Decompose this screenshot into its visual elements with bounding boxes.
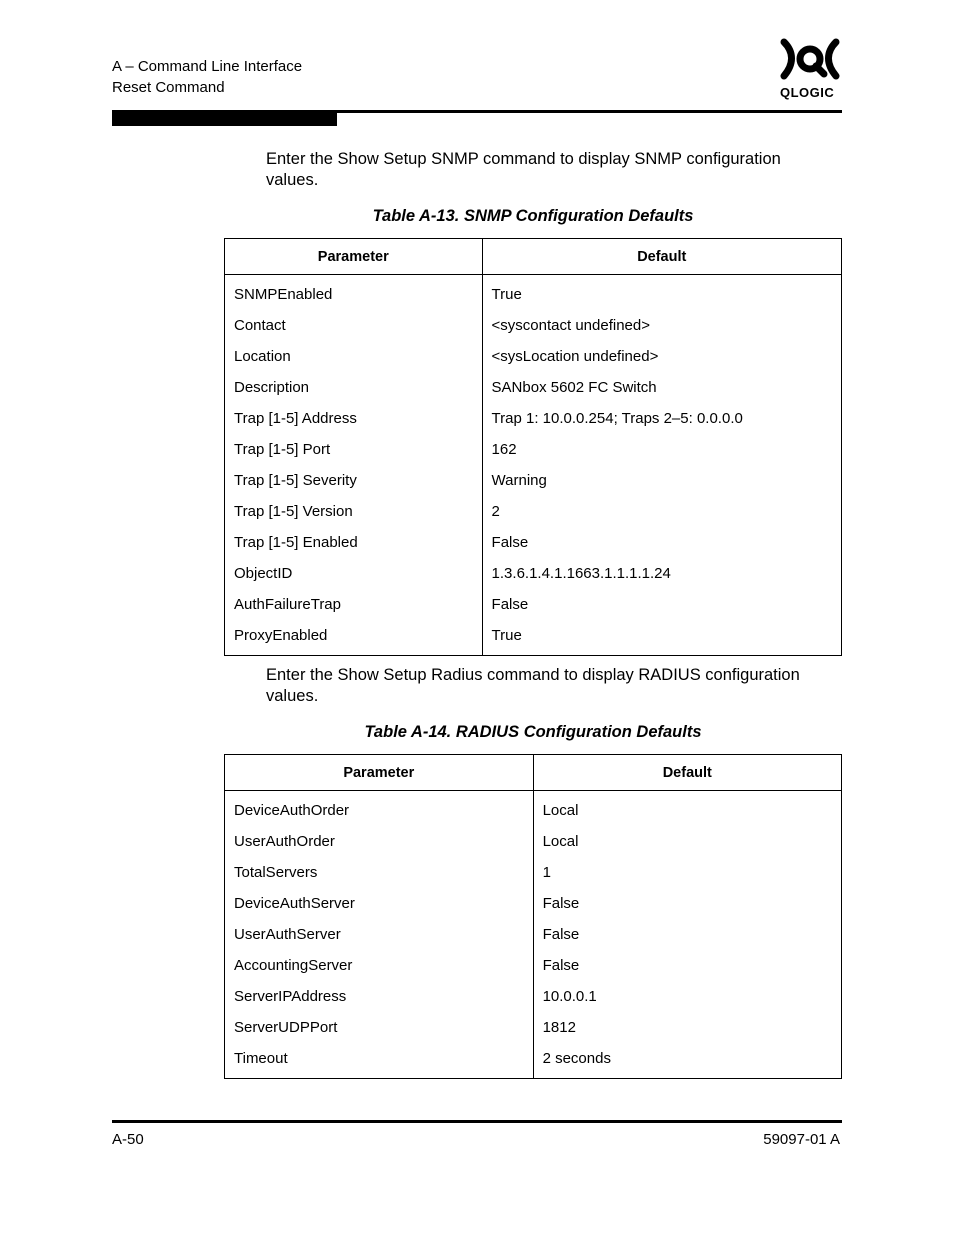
- parameter-cell: Timeout: [225, 1043, 534, 1079]
- table-row: [225, 1012, 842, 1043]
- column-header-parameter: Parameter: [225, 755, 534, 791]
- table-row: [225, 558, 842, 589]
- radius-table-body: [225, 791, 842, 1079]
- default-cell: 2: [482, 496, 841, 527]
- table-row: [225, 950, 842, 981]
- parameter-cell: AccountingServer: [225, 950, 534, 981]
- table-a14-caption: Table A-14. RADIUS Configuration Defaults: [364, 723, 702, 741]
- table-row: [225, 857, 842, 888]
- parameter-cell: DeviceAuthServer: [225, 888, 534, 919]
- parameter-cell: Location: [225, 341, 483, 372]
- default-cell: <syscontact undefined>: [482, 310, 841, 341]
- column-header-default: Default: [482, 239, 841, 275]
- page-number: A-50: [112, 1131, 144, 1148]
- snmp-table-body: [225, 275, 842, 656]
- table-row: [225, 888, 842, 919]
- footer-rule: [112, 1120, 842, 1123]
- table-row: [225, 275, 842, 311]
- table-row: [225, 403, 842, 434]
- table-row: [225, 919, 842, 950]
- header-bar: [112, 112, 337, 126]
- table-row: [225, 310, 842, 341]
- parameter-cell: Trap [1-5] Version: [225, 496, 483, 527]
- snmp-defaults-table: [224, 238, 842, 656]
- parameter-cell: ServerIPAddress: [225, 981, 534, 1012]
- intro-paragraph-radius: Enter the Show Setup Radius command to display RADIUS configuration values.: [266, 666, 800, 705]
- document-number: 59097-01 A: [763, 1131, 840, 1148]
- parameter-cell: DeviceAuthOrder: [225, 791, 534, 827]
- logo-text: QLOGIC: [780, 85, 835, 100]
- default-cell: False: [533, 950, 841, 981]
- parameter-cell: Trap [1-5] Address: [225, 403, 483, 434]
- default-cell: 1812: [533, 1012, 841, 1043]
- column-header-parameter: Parameter: [225, 239, 483, 275]
- header-section: Reset Command: [112, 79, 225, 96]
- table-row: [225, 372, 842, 403]
- parameter-cell: AuthFailureTrap: [225, 589, 483, 620]
- intro-paragraph-snmp: Enter the Show Setup SNMP command to display SNMP configuration values.: [266, 150, 781, 189]
- table-row: [225, 981, 842, 1012]
- default-cell: 10.0.0.1: [533, 981, 841, 1012]
- table-row: [225, 791, 842, 827]
- table-row: [225, 826, 842, 857]
- parameter-cell: UserAuthServer: [225, 919, 534, 950]
- parameter-cell: TotalServers: [225, 857, 534, 888]
- default-cell: Local: [533, 791, 841, 827]
- default-cell: 1: [533, 857, 841, 888]
- table-row: [225, 620, 842, 656]
- parameter-cell: ObjectID: [225, 558, 483, 589]
- default-cell: Local: [533, 826, 841, 857]
- parameter-cell: Description: [225, 372, 483, 403]
- default-cell: Trap 1: 10.0.0.254; Traps 2–5: 0.0.0.0: [482, 403, 841, 434]
- default-cell: True: [482, 275, 841, 311]
- default-cell: False: [482, 527, 841, 558]
- default-cell: 162: [482, 434, 841, 465]
- parameter-cell: ProxyEnabled: [225, 620, 483, 656]
- table-row: [225, 434, 842, 465]
- header-chapter: A – Command Line Interface: [112, 58, 303, 75]
- default-cell: 1.3.6.1.4.1.1663.1.1.1.1.24: [482, 558, 841, 589]
- table-row: [225, 589, 842, 620]
- parameter-cell: Trap [1-5] Port: [225, 434, 483, 465]
- parameter-cell: ServerUDPPort: [225, 1012, 534, 1043]
- table-row: [225, 527, 842, 558]
- table-row: [225, 496, 842, 527]
- default-cell: False: [533, 888, 841, 919]
- table-row: [225, 341, 842, 372]
- parameter-cell: SNMPEnabled: [225, 275, 483, 311]
- default-cell: 2 seconds: [533, 1043, 841, 1079]
- parameter-cell: Trap [1-5] Severity: [225, 465, 483, 496]
- default-cell: SANbox 5602 FC Switch: [482, 372, 841, 403]
- default-cell: True: [482, 620, 841, 656]
- parameter-cell: UserAuthOrder: [225, 826, 534, 857]
- column-header-default: Default: [533, 755, 841, 791]
- table-a13-caption: Table A-13. SNMP Configuration Defaults: [372, 207, 694, 225]
- default-cell: <sysLocation undefined>: [482, 341, 841, 372]
- parameter-cell: Contact: [225, 310, 483, 341]
- radius-defaults-table: [224, 754, 842, 1079]
- parameter-cell: Trap [1-5] Enabled: [225, 527, 483, 558]
- default-cell: Warning: [482, 465, 841, 496]
- table-row: [225, 465, 842, 496]
- default-cell: False: [533, 919, 841, 950]
- table-row: [225, 1043, 842, 1079]
- default-cell: False: [482, 589, 841, 620]
